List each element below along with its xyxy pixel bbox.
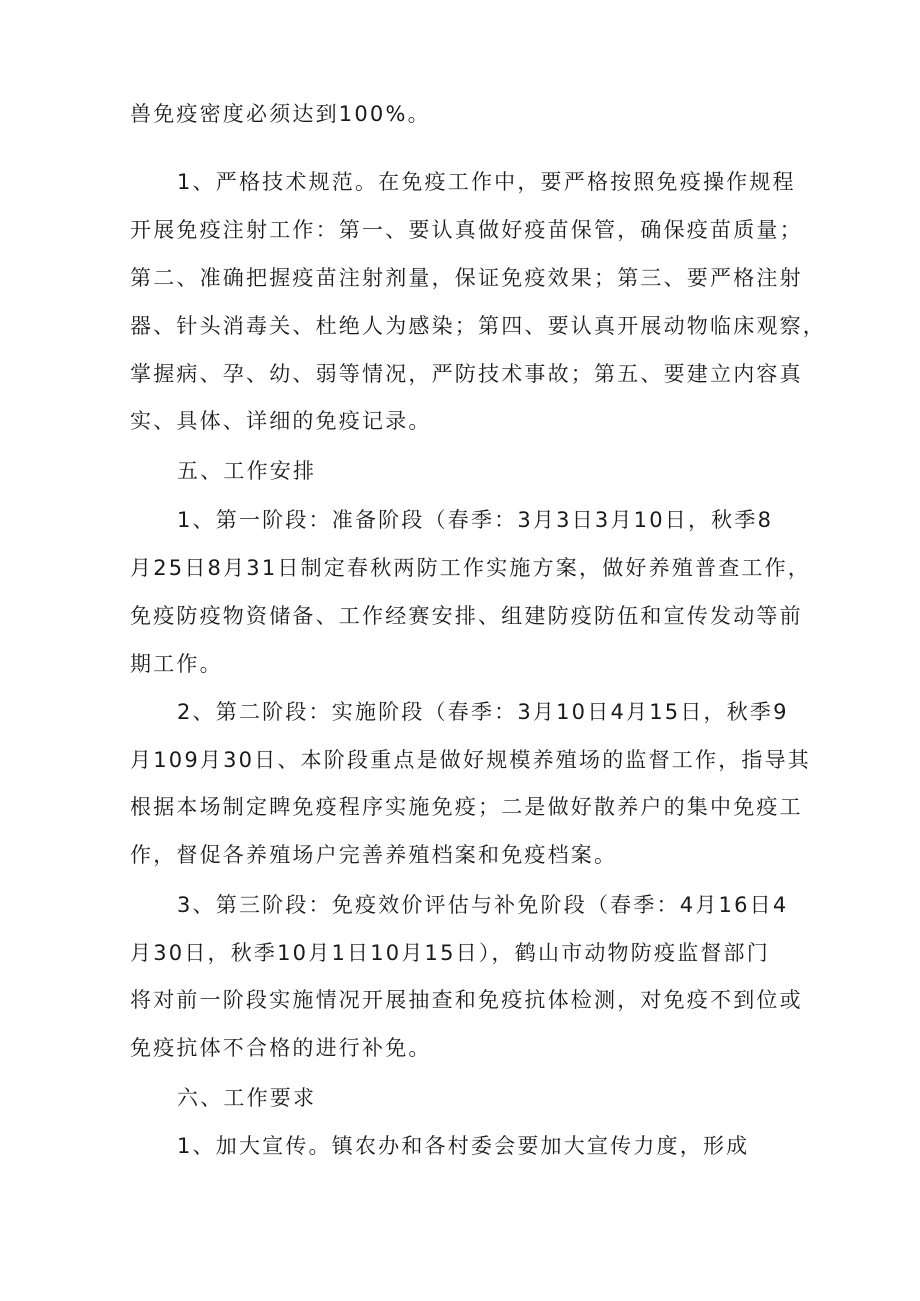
text-line: 1、严格技术规范。在免疫工作中，要严格按照免疫操作规程	[177, 170, 796, 194]
text-line: 期工作。	[130, 652, 223, 676]
text-line: 兽免疫密度必须达到100%。	[130, 102, 431, 126]
text-line: 1、第一阶段：准备阶段（春季：3月3日3月10日，秋季8	[177, 508, 774, 532]
text-line: 作，督促各养殖场户完善养殖档案和免疫档案。	[130, 843, 618, 867]
text-line: 月30日，秋季10月1日10月15日），鹤山市动物防疫监督部门	[130, 941, 770, 965]
text-line: 月109月30日、本阶段重点是做好规模养殖场的监督工作，指导其	[130, 748, 812, 772]
section-heading: 六、工作要求	[177, 1086, 317, 1110]
text-line: 开展免疫注射工作：第一、要认真做好疫苗保管，确保疫苗质量；	[130, 218, 803, 242]
text-line: 实、具体、详细的免疫记录。	[130, 409, 432, 433]
text-line: 第二、准确把握疫苗注射剂量，保证免疫效果；第三、要严格注射	[130, 266, 803, 290]
text-line: 免疫抗体不合格的进行补免。	[130, 1036, 432, 1060]
text-line: 3、第三阶段：免疫效价评估与补免阶段（春季：4月16日4	[177, 893, 789, 917]
text-line: 根据本场制定睥免疫程序实施免疫；二是做好散养户的集中免疫工	[130, 795, 803, 819]
text-line: 掌握病、孕、幼、弱等情况，严防技术事故；第五、要建立内容真	[130, 362, 803, 386]
section-heading: 五、工作安排	[177, 459, 317, 483]
text-line: 1、加大宣传。镇农办和各村委会要加大宣传力度，形成	[177, 1134, 750, 1158]
text-line: 器、针头消毒关、杜绝人为感染；第四、要认真开展动物临床观察，	[130, 314, 826, 338]
text-line: 将对前一阶段实施情况开展抽查和免疫抗体检测，对免疫不到位或	[130, 988, 803, 1012]
text-line: 2、第二阶段：实施阶段（春季：3月10日4月15日，秋季9	[177, 700, 789, 724]
text-line: 免疫防疫物资储备、工作经赛安排、组建防疫防伍和宣传发动等前	[130, 604, 803, 628]
text-line: 月25日8月31日制定春秋两防工作实施方案，做好养殖普查工作，	[130, 556, 812, 580]
